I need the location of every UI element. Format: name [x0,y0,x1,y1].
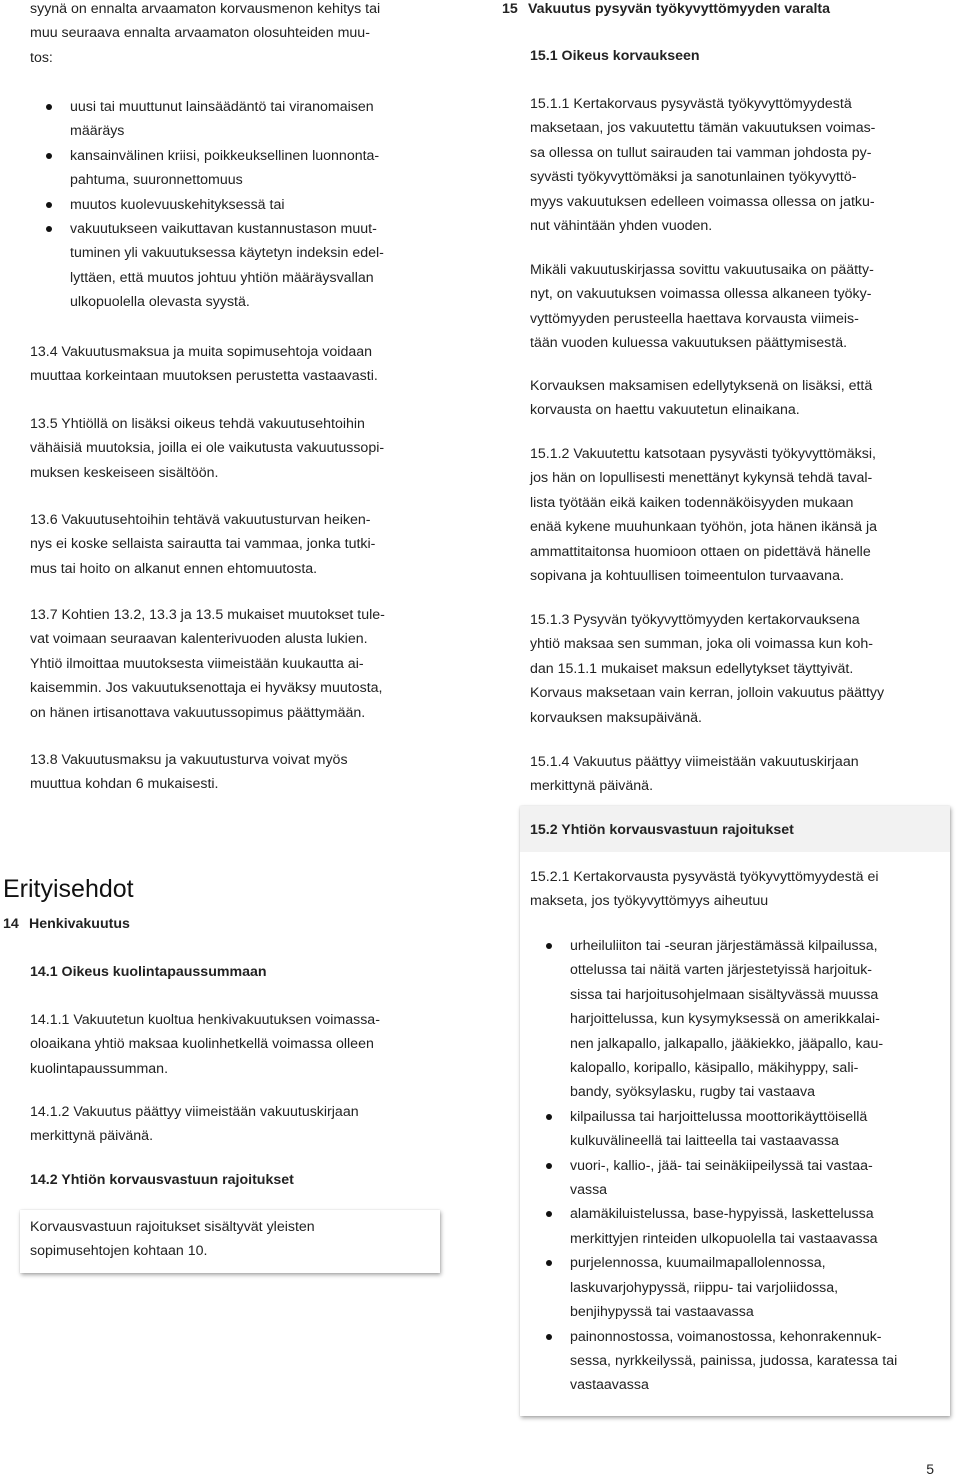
text-line: sopivana ja kohtuullisen toimeentulon turvaavana. [530,568,844,585]
text-line: kaisemmin. Jos vakuutuksenottaja ei hyväksy muutosta, [30,680,383,697]
text-line: vähäisiä muutoksia, joilla ei ole vaikutusta vakuutussopi- [30,440,385,457]
paragraph-15-2-1 [530,865,930,914]
text-line: nut vähintään yhden vuoden. [530,218,713,235]
text-line: oloaikana yhtiö maksaa kuolinhetkellä voimassa olleen [30,1036,374,1053]
exclusions-list [530,934,930,1398]
text-line: ammattitaitonsa huomioon ottaen on pidettävä hänelle [530,543,871,560]
text-line: 15.2.1 Kertakorvausta pysyvästä työkyvyttömyydestä ei [530,869,879,885]
list-item [30,217,450,315]
paragraph-13-4 [30,340,450,389]
text-line: sa ollessa on tullut sairauden tai vamman johdosta py- [530,144,872,161]
text-line: Mikäli vakuutuskirjassa sovittu vakuutusaika on päätty- [530,262,874,278]
text-line: lyttäen, että muutos johtuu yhtiön määräysvallan [70,269,374,286]
paragraph-13-7 [30,603,450,725]
text-line: vakuutukseen vaikuttavan kustannustason muut- [70,221,377,238]
list-item [530,1202,930,1251]
text-line: vastaavassa [570,1377,649,1394]
text-line: myys vakuutuksen edelleen voimassa ollessa on jatku- [530,193,875,210]
paragraph-15-1-3 [530,608,930,730]
heading-text: Vakuutus pysyvän työkyvyttömyyden varalta [528,1,831,17]
text-line: vassa [570,1182,608,1199]
text-line: enää kykene muuhunkaan työhön, jota hänen ikänsä ja [530,519,878,536]
text-line: sessa, nyrkkeilyssä, painissa, judossa, karatessa tai [570,1352,898,1369]
text-line: maksetaan, jos vakuutettu tämän vakuutuksen voimas- [530,120,876,137]
text-line: Korvausvastuun rajoitukset sisältyvät yleisten [30,1219,315,1235]
paragraph-korvauksen [530,374,930,423]
text-line: uusi tai muuttunut lainsäädäntö tai viranomaisen [70,99,374,115]
text-line: muutos kuolevuuskehityksessä tai [70,196,285,213]
text-line: merkittyjen rinteiden ulkopuolella tai vastaavassa [570,1230,878,1247]
text-line: 13.5 Yhtiöllä on lisäksi oikeus tehdä vakuutusehtoihin [30,416,365,432]
list-item [530,1325,930,1398]
text-line: on hänen irtisanottava vakuutussopimus päättymään. [30,704,366,721]
heading-14-1: 14.1 Oikeus kuolintapaussummaan [30,964,267,980]
text-line: laskuvarjohypyssä, riippu- tai varjoliidossa, [570,1279,839,1296]
text-line: makseta, jos työkyvyttömyys aiheutuu [530,893,769,910]
heading-text: Henkivakuutus [29,916,130,932]
text-line: syynä on ennalta arvaamaton korvausmenon kehitys tai [30,1,381,17]
text-line: 13.7 Kohtien 13.2, 13.3 ja 13.5 mukaiset muutokset tule- [30,607,385,623]
liability-note-text [30,1215,450,1264]
text-line: merkittynä päivänä. [530,778,654,795]
paragraph-13-6 [30,508,450,581]
intro-paragraph [30,0,450,70]
text-line: muuttaa korkeintaan muutoksen perustetta vastaavasti. [30,368,378,385]
text-line: lista työtään eikä kaiken todennäköisyyden mukaan [530,494,854,511]
text-line: kulkuvälineellä tai laitteella tai vastaavassa [570,1133,839,1150]
text-line: kuolintapaussumman. [30,1060,169,1077]
text-line: merkittynä päivänä. [30,1128,154,1145]
text-line: korvauksen maksupäivänä. [530,709,702,726]
text-line: tos: [30,49,53,66]
text-line: muksen keskeiseen sisältöön. [30,464,219,481]
text-line: urheiluliiton tai -seuran järjestämässä kilpailussa, [570,938,878,954]
text-line: nys ei koske sellaista sairautta tai vammaa, jonka tutki- [30,536,376,553]
text-line: sopimusehtojen kohtaan 10. [30,1243,208,1260]
text-line: ottelussa tai näitä varten järjestetyissä harjoituk- [570,962,873,979]
text-line: 13.8 Vakuutusmaksu ja vakuutusturva voivat myös [30,752,348,768]
text-line: tään vuoden kuluessa vakuutuksen päättymisestä. [530,335,848,352]
heading-number: 15 [502,1,518,17]
text-line: tuminen yli vakuutuksessa käytetyn indeksin edel- [70,245,384,262]
list-item [30,144,450,193]
text-line: vuori-, kallio-, jää- tai seinäkiipeilyssä tai vastaa- [570,1157,873,1174]
text-line: harjoittelussa, kun kysymyksessä on amerikkalai- [570,1011,880,1028]
text-line: kalopallo, koripallo, käsipallo, mäkihyppy, sali- [570,1060,859,1077]
text-line: yhtiö maksaa sen summan, joka oli voimassa kun koh- [530,636,874,653]
list-item [30,193,450,217]
text-line: Yhtiö ilmoittaa muutoksesta viimeistään kuukautta ai- [30,655,364,672]
heading-15 [502,0,942,21]
section-title-erityisehdot: Erityisehdot [3,874,134,903]
list-item [530,934,930,1105]
list-item [30,95,450,144]
text-line: 15.1.3 Pysyvän työkyvyttömyyden kertakorvauksena [530,612,860,628]
text-line: vyttömyyden perusteella haettava korvausta viimeis- [530,310,859,327]
text-line: nen jalkapallo, jalkapallo, jääkiekko, jääpallo, kau- [570,1035,884,1052]
text-line: kansainvälinen kriisi, poikkeuksellinen luonnonta- [70,147,380,164]
text-line: kilpailussa tai harjoittelussa moottorikäyttöisellä [570,1108,868,1125]
text-line: purjelennossa, kuumailmapallolennossa, [570,1255,826,1272]
list-item [530,1251,930,1324]
heading-15-1: 15.1 Oikeus korvaukseen [530,48,700,64]
text-line: alamäkiluistelussa, base-hypyissä, laskettelussa [570,1206,874,1223]
paragraph-13-5 [30,412,450,485]
text-line: dan 15.1.1 mukaiset maksun edellytykset täyttyivät. [530,660,854,677]
paragraph-13-8 [30,748,450,797]
page-number: 5 [926,1461,934,1477]
paragraph-14-1-1 [30,1008,450,1081]
heading-number: 14 [3,916,19,932]
text-line: 15.1.2 Vakuutettu katsotaan pysyvästi työkyvyttömäksi, [530,446,876,462]
heading-14-2: 14.2 Yhtiön korvausvastuun rajoitukset [30,1172,294,1188]
text-line: painonnostossa, voimanostossa, kehonrakennuk- [570,1328,882,1345]
change-reasons-list [30,95,450,315]
text-line: 14.1.1 Vakuutetun kuoltua henkivakuutuksen voimassa- [30,1012,380,1028]
text-line: muuttua kohdan 6 mukaisesti. [30,776,219,793]
text-line: vat voimaan seuraavan kalenterivuoden alusta lukien. [30,631,368,648]
text-line: 13.4 Vakuutusmaksua ja muita sopimusehtoja voidaan [30,344,373,360]
text-line: jos hän on lopullisesti menettänyt kykynsä tehdä taval- [530,470,873,487]
text-line: benjihypyssä tai vastaavassa [570,1304,754,1321]
paragraph-14-1-2 [30,1100,450,1149]
text-line: bandy, syöksylasku, rugby tai vastaava [570,1084,815,1101]
text-line: korvausta on haettu vakuutetun elinaikana. [530,402,800,419]
text-line: 13.6 Vakuutusehtoihin tehtävä vakuutusturvan heiken- [30,512,371,528]
text-line: määräys [70,123,125,140]
heading-15-2: 15.2 Yhtiön korvausvastuun rajoitukset [530,822,794,838]
text-line: syvästi työkyvyttömäksi ja sanotunlainen työkyvyttö- [530,169,857,186]
text-line: ulkopuolella olevasta syystä. [70,294,250,311]
text-line: muu seuraava ennalta arvaamaton olosuhteiden muu- [30,25,370,42]
text-line: nyt, on vakuutuksen voimassa ollessa alkaneen työky- [530,286,872,303]
heading-14 [3,912,443,936]
paragraph-15-1-2 [530,442,930,588]
text-line: 15.1.1 Kertakorvaus pysyvästä työkyvyttömyydestä [530,96,852,112]
text-line: Korvaus maksetaan vain kerran, jolloin vakuutus päättyy [530,685,885,702]
text-line: Korvauksen maksamisen edellytyksenä on lisäksi, että [530,378,873,394]
text-line: sissa tai harjoitusohjelmaan sisältyvässä muussa [570,986,879,1003]
list-item [530,1105,930,1154]
paragraph-15-1-4 [530,750,930,799]
text-line: pahtuma, suuronnettomuus [70,172,243,189]
paragraph-15-1-1 [530,92,930,238]
list-item [530,1154,930,1203]
text-line: 15.1.4 Vakuutus päättyy viimeistään vakuutuskirjaan [530,754,859,770]
text-line: mus tai hoito on alkanut ennen ehtomuutosta. [30,560,318,577]
text-line: 14.1.2 Vakuutus päättyy viimeistään vakuutuskirjaan [30,1104,359,1120]
paragraph-mikali [530,258,930,356]
